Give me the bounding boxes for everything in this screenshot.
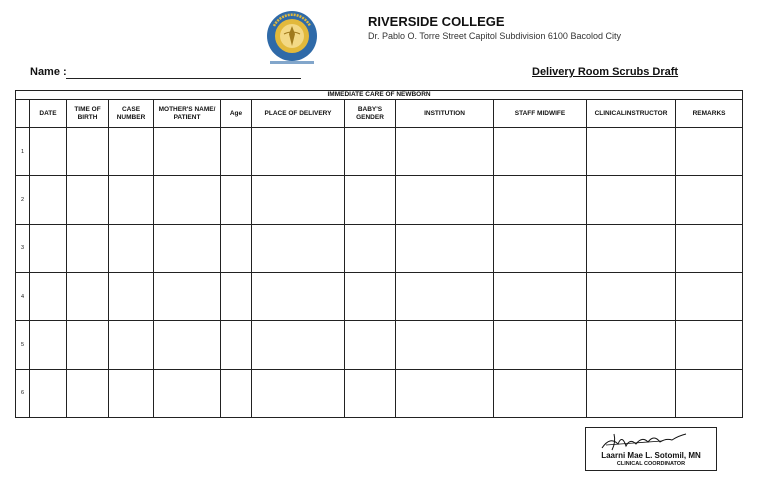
table-cell[interactable] bbox=[109, 224, 154, 272]
table-cell[interactable] bbox=[587, 176, 676, 224]
coordinator-name: Laarni Mae L. Sotomil, MN bbox=[601, 451, 701, 460]
row-number: 2 bbox=[16, 176, 30, 224]
table-cell[interactable] bbox=[676, 128, 743, 176]
col-header-number bbox=[16, 100, 30, 128]
table-cell[interactable] bbox=[676, 369, 743, 417]
table-cell[interactable] bbox=[676, 272, 743, 320]
table-cell[interactable] bbox=[221, 272, 252, 320]
table-cell[interactable] bbox=[396, 128, 494, 176]
table-cell[interactable] bbox=[252, 321, 345, 369]
col-header-institution: INSTITUTION bbox=[396, 100, 494, 128]
table-cell[interactable] bbox=[396, 224, 494, 272]
col-header-remarks: REMARKS bbox=[676, 100, 743, 128]
table-cell[interactable] bbox=[109, 321, 154, 369]
table-cell[interactable] bbox=[221, 321, 252, 369]
table-cell[interactable] bbox=[30, 224, 67, 272]
table-cell[interactable] bbox=[345, 224, 396, 272]
col-header-mother-name: MOTHER'S NAME/ PATIENT bbox=[154, 100, 221, 128]
table-cell[interactable] bbox=[221, 176, 252, 224]
table-row bbox=[16, 224, 743, 272]
table-cell[interactable] bbox=[494, 224, 587, 272]
table-cell[interactable] bbox=[67, 176, 109, 224]
table-cell[interactable] bbox=[494, 369, 587, 417]
col-header-baby-gender: BABY'S GENDER bbox=[345, 100, 396, 128]
table-cell[interactable] bbox=[109, 128, 154, 176]
table-cell[interactable] bbox=[252, 176, 345, 224]
table-cell[interactable] bbox=[676, 176, 743, 224]
form-title: Delivery Room Scrubs Draft bbox=[532, 66, 679, 78]
table-cell[interactable] bbox=[345, 128, 396, 176]
table-cell[interactable] bbox=[67, 272, 109, 320]
table-cell[interactable] bbox=[396, 369, 494, 417]
college-seal-logo bbox=[262, 10, 322, 65]
table-cell[interactable] bbox=[345, 176, 396, 224]
table-cell[interactable] bbox=[30, 369, 67, 417]
table-cell[interactable] bbox=[587, 321, 676, 369]
row-number: 1 bbox=[16, 128, 30, 176]
table-cell[interactable] bbox=[494, 176, 587, 224]
table-cell[interactable] bbox=[109, 369, 154, 417]
col-header-age: Age bbox=[221, 100, 252, 128]
table-cell[interactable] bbox=[494, 321, 587, 369]
table-cell[interactable] bbox=[221, 128, 252, 176]
table-cell[interactable] bbox=[252, 369, 345, 417]
table-cell[interactable] bbox=[494, 128, 587, 176]
table-cell[interactable] bbox=[221, 224, 252, 272]
col-header-case-number: CASE NUMBER bbox=[109, 100, 154, 128]
table-cell[interactable] bbox=[494, 272, 587, 320]
table-cell[interactable] bbox=[154, 321, 221, 369]
college-name: RIVERSIDE COLLEGE bbox=[368, 14, 505, 29]
table-cell[interactable] bbox=[109, 272, 154, 320]
table-cell[interactable] bbox=[676, 321, 743, 369]
table-cell[interactable] bbox=[30, 272, 67, 320]
name-label: Name : bbox=[30, 66, 67, 78]
table-row bbox=[16, 272, 743, 320]
handwritten-signature bbox=[600, 430, 688, 452]
row-number: 5 bbox=[16, 321, 30, 369]
signature-block bbox=[585, 427, 717, 471]
section-title: IMMEDIATE CARE OF NEWBORN bbox=[16, 91, 743, 100]
row-number: 3 bbox=[16, 224, 30, 272]
table-cell[interactable] bbox=[252, 224, 345, 272]
table-cell[interactable] bbox=[67, 369, 109, 417]
table-cell[interactable] bbox=[154, 176, 221, 224]
table-cell[interactable] bbox=[396, 176, 494, 224]
table-cell[interactable] bbox=[252, 272, 345, 320]
col-header-clinical-instructor: CLINICALINSTRUCTOR bbox=[587, 100, 676, 128]
coordinator-role: CLINICAL COORDINATOR bbox=[616, 461, 686, 467]
college-address: Dr. Pablo O. Torre Street Capitol Subdivision 6100 Bacolod City bbox=[368, 31, 621, 41]
col-header-time-of-birth: TIME OF BIRTH bbox=[67, 100, 109, 128]
table-cell[interactable] bbox=[154, 224, 221, 272]
table-cell[interactable] bbox=[221, 369, 252, 417]
table-cell[interactable] bbox=[67, 128, 109, 176]
col-header-staff-midwife: STAFF MIDWIFE bbox=[494, 100, 587, 128]
table-cell[interactable] bbox=[154, 128, 221, 176]
col-header-date: DATE bbox=[30, 100, 67, 128]
col-header-place-of-delivery: PLACE OF DELIVERY bbox=[252, 100, 345, 128]
table-cell[interactable] bbox=[30, 128, 67, 176]
table-cell[interactable] bbox=[396, 321, 494, 369]
table-cell[interactable] bbox=[109, 176, 154, 224]
table-cell[interactable] bbox=[345, 369, 396, 417]
table-cell[interactable] bbox=[587, 369, 676, 417]
table-cell[interactable] bbox=[67, 224, 109, 272]
table-row bbox=[16, 176, 743, 224]
table-cell[interactable] bbox=[345, 272, 396, 320]
table-cell[interactable] bbox=[30, 176, 67, 224]
row-number: 6 bbox=[16, 369, 30, 417]
table-cell[interactable] bbox=[676, 224, 743, 272]
table-cell[interactable] bbox=[587, 224, 676, 272]
table-row bbox=[16, 128, 743, 176]
row-number: 4 bbox=[16, 272, 30, 320]
table-row bbox=[16, 321, 743, 369]
table-cell[interactable] bbox=[345, 321, 396, 369]
table-cell[interactable] bbox=[252, 128, 345, 176]
table-row bbox=[16, 369, 743, 417]
table-cell[interactable] bbox=[154, 369, 221, 417]
table-cell[interactable] bbox=[587, 128, 676, 176]
name-field[interactable] bbox=[66, 78, 301, 79]
table-cell[interactable] bbox=[587, 272, 676, 320]
table-cell[interactable] bbox=[396, 272, 494, 320]
table-cell[interactable] bbox=[30, 321, 67, 369]
newborn-care-table bbox=[15, 90, 743, 418]
table-cell[interactable] bbox=[67, 321, 109, 369]
table-cell[interactable] bbox=[154, 272, 221, 320]
